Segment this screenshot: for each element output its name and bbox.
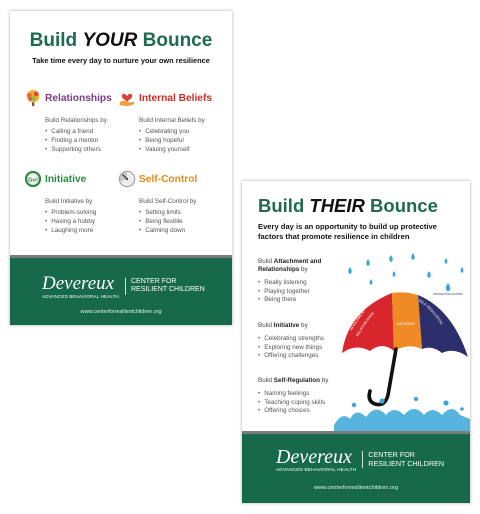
umbrella-handle [369,349,396,405]
list-item: • Being flexible [139,217,222,226]
title-emphasis: THEIR [309,195,365,216]
list-item: • Really listening [258,279,350,288]
list-item: • Being hopeful [139,136,222,145]
rain-drop [389,255,393,262]
internal-beliefs-section [118,88,222,154]
heading-bold: Attachment and Relationships [258,258,322,273]
rain-drop [461,267,464,273]
list-item: • Exploring new things [258,344,350,353]
list-item: • Having a hobby [45,217,128,226]
drop-label: PROTECTIVE FACTORS [433,293,463,296]
center-line: RESILIENT CHILDREN [130,286,205,294]
poster2-title [258,195,438,217]
list-item: • Problem-solving [45,208,128,217]
initiative-section [24,169,128,235]
section-list [24,127,128,154]
logo-wordmark: Devereux [42,273,115,294]
rain-drop [348,267,352,274]
list-item: • Offering choices [258,407,350,416]
section-by: Build Internal Beliefs by [139,117,205,124]
umbrella-red-panel [342,293,394,353]
list-item: • Calling a friend [45,127,128,136]
umbrella-label-text: SELF-REGULATION [417,298,444,326]
list-item: • Playing together [258,288,350,297]
website-url: www.centerforresilientchildren.org [314,485,398,491]
center-label [125,278,205,295]
umbrella-label: INITIATIVE [397,322,415,326]
section-list [118,127,222,154]
poster1-footer [10,255,232,325]
devereux-logo [42,274,205,299]
section-by: Build Self-Control by [139,198,197,205]
self-control-section [118,169,222,235]
list-item: • Celebrating strengths [258,335,350,344]
section-by: Build Initiative by [45,198,93,205]
section-list [118,208,222,235]
relationships-section [24,88,128,154]
rain-drop [370,279,373,285]
section-list [24,208,128,235]
devereux-logo [276,447,444,473]
heading-part: by [299,266,308,273]
title-part: Bounce [364,195,438,216]
build-their-bounce-poster [242,181,470,503]
list-item: • Supporting others [45,145,128,154]
umbrella-illustration [334,253,470,433]
list-item: • Setting limits [139,208,222,217]
go-button-icon [24,170,42,188]
list-item: • Finding a mentor [45,136,128,145]
heading-bold: Self-Regulation [273,377,320,384]
section-heading: Relationships [45,92,112,104]
heading-part: by [299,322,308,329]
rain-drop [446,283,451,292]
list-item: • Laughing more [45,226,128,235]
poster2-footer [242,431,470,503]
go-icon-text: Go! [27,177,39,184]
water-splash [334,397,470,433]
list-item: • Teaching coping skills [258,399,350,408]
list-item: • Being there [258,296,350,305]
section-heading: Self-Control [139,173,198,185]
build-your-bounce-poster [10,11,232,325]
section-heading: Internal Beliefs [139,92,213,104]
poster2-subtitle: Every day is an opportunity to build up protective factors that promote resilience in children [258,222,437,241]
rain-drop [411,253,415,260]
rain-drop [427,271,431,278]
section-heading: Initiative [45,173,87,185]
rain-drops [348,253,463,292]
heading-part: Build [258,322,274,329]
tree-icon [24,89,42,107]
section-by: Build Relationships by [45,117,107,124]
logo-tagline: ADVANCED BEHAVIORAL HEALTH [276,468,357,473]
logo-wordmark: Devereux [276,446,352,468]
list-item: • Naming feelings [258,390,350,399]
umbrella-label-text: ATTACHMENT [349,308,367,332]
list-item: • Valuing yourself [139,145,222,154]
title-part: Build [258,195,310,216]
center-line: RESILIENT CHILDREN [368,458,445,468]
gauge-icon [118,170,136,188]
title-emphasis: YOUR [82,30,138,51]
list-item: • Calming down [139,226,222,235]
title-part: Bounce [137,30,213,51]
heading-part: Build [258,258,274,265]
logo-tagline: ADVANCED BEHAVIORAL HEALTH [42,294,119,299]
poster1-title [10,30,232,52]
heading-bold: Initiative [273,322,300,329]
center-line: CENTER FOR [130,278,177,285]
title-part: Build [29,30,83,51]
heading-part: by [319,377,329,384]
center-line: CENTER FOR [368,450,415,459]
list-item: • Offering challenges [258,352,350,361]
website-url: www.centerforresilientchildren.org [80,309,162,315]
rain-drop [366,259,370,266]
heading-part: Build [258,377,274,384]
umbrella-label-text: RELATIONSHIPS [355,311,376,338]
rain-drop [445,258,448,264]
list-item: • Celebrating you [139,127,222,136]
rain-drop [393,271,396,277]
heart-hand-icon [118,89,136,107]
center-label [362,451,444,468]
poster1-subtitle: Take time every day to nurture your own resilience [32,56,210,65]
